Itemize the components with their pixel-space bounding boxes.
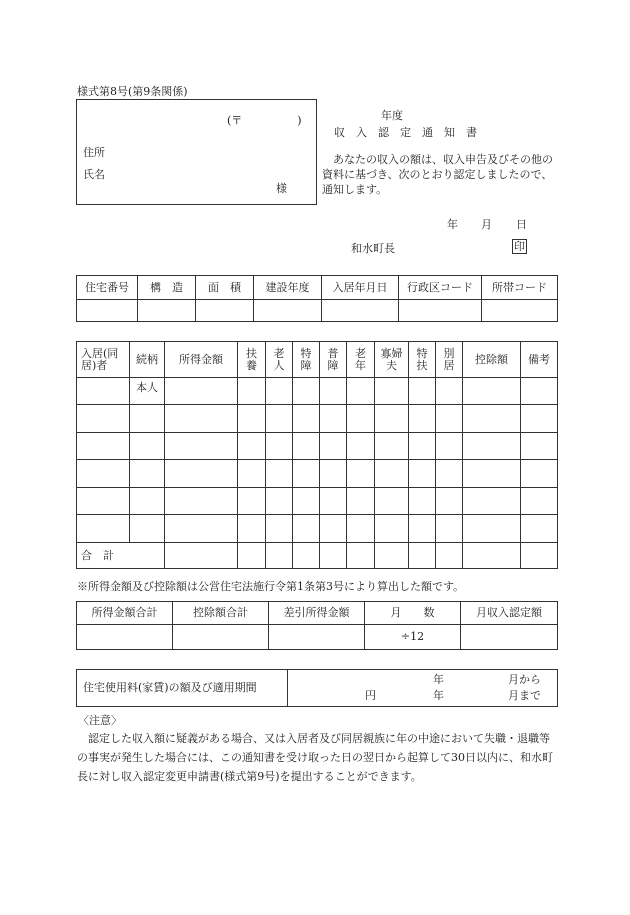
table-cell <box>521 378 558 405</box>
table-row <box>77 625 558 650</box>
seal-text: 印 <box>514 240 525 253</box>
table-cell <box>196 300 254 322</box>
document-title: 収 入 認 定 通 知 書 <box>334 126 477 139</box>
col-dependent <box>238 342 266 378</box>
col-special-disability <box>293 342 320 378</box>
rent-period-cell <box>288 670 558 707</box>
housing-table <box>76 275 558 322</box>
col-special-dependent-label: 特扶 <box>416 346 428 372</box>
date-month: 月 <box>481 218 492 231</box>
form-number: 様式第8号(第9条関係) <box>77 85 188 98</box>
col-household-code: 所帯コード <box>482 276 558 300</box>
table-cell <box>461 625 558 650</box>
notes-heading: 〈注意〉 <box>78 714 122 727</box>
col-housing-number: 住宅番号 <box>77 276 138 300</box>
col-total-income: 所得金額合計 <box>77 602 173 625</box>
col-senior <box>347 342 375 378</box>
table-row <box>77 378 558 405</box>
table-row <box>77 433 558 460</box>
address-box <box>76 99 317 205</box>
rent-label: 住宅使用料(家賃)の額及び適用期間 <box>77 670 288 707</box>
col-move-in-date: 入居年月日 <box>322 276 399 300</box>
seal-mark <box>512 239 527 254</box>
col-separate <box>436 342 463 378</box>
honorific: 様 <box>276 182 287 195</box>
postal-code: (〒 ) <box>227 114 302 127</box>
col-district-code: 行政区コード <box>399 276 482 300</box>
relation-self: 本人 <box>130 378 165 405</box>
table-cell <box>77 625 173 650</box>
table-cell <box>347 378 375 405</box>
table-cell <box>165 378 238 405</box>
col-monthly-income: 月収入認定額 <box>461 602 558 625</box>
col-general-disability <box>320 342 347 378</box>
table-cell <box>482 300 558 322</box>
col-special-dependent <box>409 342 436 378</box>
total-label: 合 計 <box>77 543 165 569</box>
col-widow <box>375 342 409 378</box>
table-cell <box>254 300 322 322</box>
name-label: 氏名 <box>83 168 105 181</box>
table-cell <box>409 378 436 405</box>
table-cell <box>269 625 365 650</box>
col-general-disability-label: 普障 <box>327 346 339 372</box>
rent-year-to: 年 <box>433 689 444 702</box>
table-cell <box>173 625 269 650</box>
col-resident: 入居(同居)者 <box>77 342 130 378</box>
rent-from-label: 月から <box>508 673 541 686</box>
col-area: 面 積 <box>196 276 254 300</box>
table-row <box>77 460 558 488</box>
col-separate-label: 別居 <box>443 346 455 372</box>
col-income: 所得金額 <box>165 342 238 378</box>
col-relation: 続柄 <box>130 342 165 378</box>
col-dependent-label: 扶養 <box>246 346 257 372</box>
calculation-note: ※所得金額及び控除額は公営住宅法施行令第1条第3号により算出した額です。 <box>77 580 465 593</box>
col-total-deduction: 控除額合計 <box>173 602 269 625</box>
divisor-cell: ÷12 <box>365 625 461 650</box>
table-cell <box>293 378 320 405</box>
notice-message: あなたの収入の額は、収入申告及びその他の資料に基づき、次のとおり認定しましたので、通知します。 <box>322 153 553 196</box>
table-cell <box>138 300 196 322</box>
member-table <box>76 341 558 569</box>
table-cell <box>320 378 347 405</box>
date-day: 日 <box>516 218 527 231</box>
rent-yen: 円 <box>365 689 376 702</box>
col-senior-label: 老年 <box>355 346 366 372</box>
table-cell <box>375 378 409 405</box>
table-row <box>77 515 558 543</box>
col-structure: 構 造 <box>138 276 196 300</box>
col-net-income: 差引所得金額 <box>269 602 365 625</box>
table-cell <box>463 378 521 405</box>
table-cell <box>77 378 130 405</box>
col-widow-label: 寡婦夫 <box>380 346 403 372</box>
rent-year-from: 年 <box>433 673 444 686</box>
fiscal-year: 年度 <box>381 109 403 122</box>
table-cell <box>436 378 463 405</box>
table-cell <box>77 300 138 322</box>
col-months: 月 数 <box>365 602 461 625</box>
total-row <box>77 543 558 569</box>
table-row <box>77 300 558 322</box>
table-row <box>77 488 558 515</box>
col-elderly-label: 老人 <box>273 346 285 372</box>
issuer-name: 和水町長 <box>351 242 395 255</box>
rent-to-label: 月まで <box>508 689 541 702</box>
col-construction-year: 建設年度 <box>254 276 322 300</box>
rent-table <box>76 669 558 707</box>
table-cell <box>399 300 482 322</box>
address-label: 住所 <box>83 146 105 159</box>
date-year: 年 <box>447 218 458 231</box>
table-row <box>77 405 558 433</box>
col-elderly <box>266 342 293 378</box>
col-deduction: 控除額 <box>463 342 521 378</box>
notes-body: 認定した収入額に疑義がある場合、又は入居者及び同居親族に年の中途において失職・退職等の事実が発生した場合には、この通知書を受け取った日の翌日から起算して30日以内に、和水町長に対し収入認定変更申請書(様式第9号)を提出することができます。 <box>77 732 553 783</box>
summary-table <box>76 601 558 650</box>
table-cell <box>238 378 266 405</box>
col-remarks: 備考 <box>521 342 558 378</box>
table-cell <box>322 300 399 322</box>
table-cell <box>266 378 293 405</box>
col-special-disability-label: 特障 <box>300 346 312 372</box>
